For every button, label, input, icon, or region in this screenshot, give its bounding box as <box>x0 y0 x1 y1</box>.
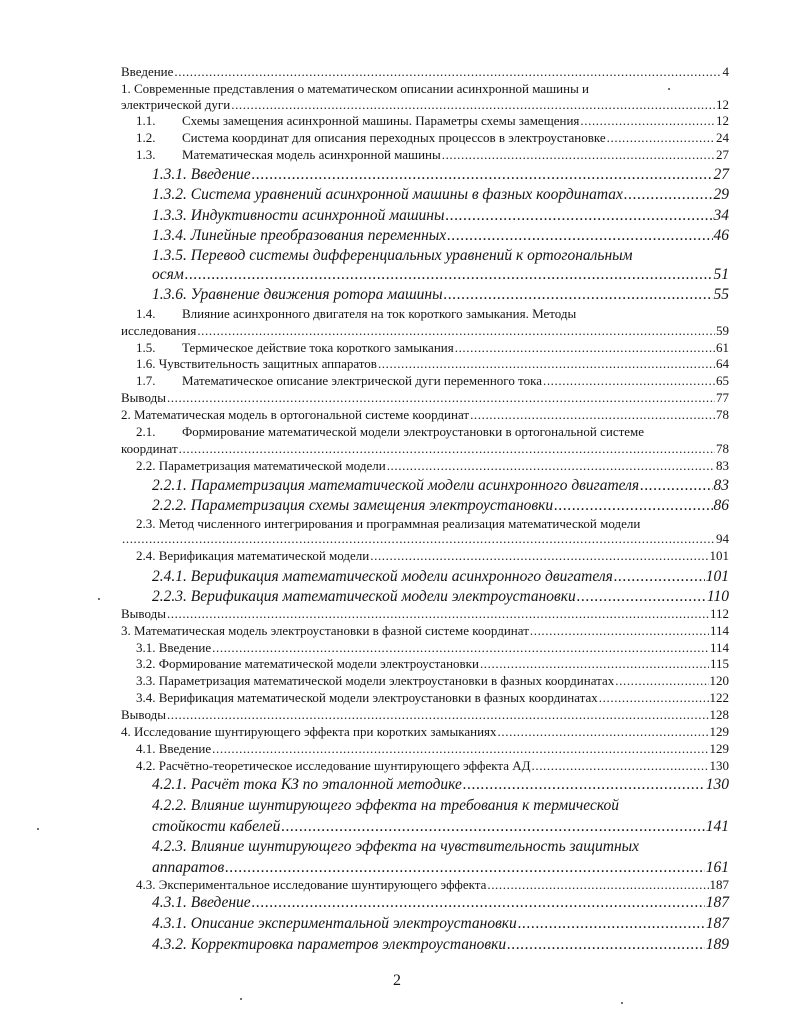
toc-entry-page: 114 <box>709 640 729 655</box>
toc-entry-title: 2.3. Метод численного интегрирования и программная реализация математической модели <box>136 516 641 531</box>
toc-entry-page: 61 <box>716 340 729 355</box>
dot-leader <box>455 340 715 356</box>
dot-leader <box>498 724 709 740</box>
toc-entry-title-line2: осям <box>152 266 184 283</box>
toc-entry <box>136 673 729 689</box>
toc-entry <box>152 286 729 305</box>
toc-entry-title: 4.1. Введение <box>136 741 212 756</box>
toc-entry <box>152 894 729 913</box>
toc-entry-title-line2: стойкости кабелей <box>152 818 281 835</box>
toc-entry-title: 1.3.6. Уравнение движения ротора машины <box>152 286 443 303</box>
toc-entry-continuation <box>121 97 729 113</box>
toc-entry-continuation <box>152 859 729 878</box>
dot-leader <box>624 186 713 205</box>
toc-entry-title: 4.3.1. Введение <box>152 894 251 911</box>
toc-entry-number: 1.4. <box>136 306 156 321</box>
toc-entry-continuation <box>121 531 729 547</box>
toc-entry-page: 55 <box>713 286 729 303</box>
toc-entry-title: 1.3.3. Индуктивности асинхронной машины <box>152 207 445 224</box>
toc-entry <box>136 340 729 356</box>
toc-entry <box>136 458 729 474</box>
dot-leader <box>640 477 712 496</box>
toc-entry-title: 2.4. Верификация математической модели <box>136 548 370 563</box>
toc-entry-page: 27 <box>716 147 729 162</box>
toc-entry <box>121 81 729 97</box>
toc-entry-continuation <box>152 266 729 285</box>
dot-leader <box>281 818 704 837</box>
toc-entry-title-line2: аппаратов <box>152 859 225 876</box>
toc-entry-page: 101 <box>709 548 729 563</box>
toc-entry-number: 1.7. <box>136 373 156 388</box>
toc-entry <box>152 227 729 246</box>
dot-leader <box>554 497 712 516</box>
toc-entry-page: 12 <box>716 97 729 112</box>
toc-entry-page: 83 <box>713 477 729 494</box>
dot-leader <box>387 458 715 474</box>
toc-entry <box>152 568 729 587</box>
toc-entry <box>136 113 729 129</box>
toc-entry-title-line2: электрической дуги <box>121 97 231 112</box>
toc-entry <box>136 758 729 774</box>
toc-entry-page: 101 <box>705 568 729 585</box>
dot-leader <box>179 441 715 457</box>
toc-entry-page: 187 <box>705 894 729 911</box>
dot-leader <box>252 894 705 913</box>
toc-entry-title: Выводы <box>121 606 166 621</box>
dot-leader <box>470 407 715 423</box>
toc-entry-number: 1.1. <box>136 113 156 128</box>
toc-entry-title: 4.3. Экспериментальное исследование шунтирующего эффекта <box>136 877 487 892</box>
toc-entry <box>152 797 729 816</box>
toc-entry-page: 130 <box>709 758 729 773</box>
dot-leader <box>615 673 708 689</box>
scan-speck <box>668 88 670 90</box>
dot-leader <box>577 588 706 607</box>
dot-leader <box>530 623 709 639</box>
toc-entry-page: 86 <box>713 497 729 514</box>
dot-leader <box>167 707 709 723</box>
toc-entry <box>152 915 729 934</box>
toc-entry-number: 1.2. <box>136 130 156 145</box>
toc-entry <box>121 64 729 80</box>
toc-entry-title: 4.3.2. Корректировка параметров электроустановки <box>152 936 507 953</box>
toc-entry-title: 4.2.3. Влияние шунтирующего эффекта на чувствительность защитных <box>152 838 640 855</box>
toc-entry-title: 3.2. Формирование математической модели электроустановки <box>136 656 479 671</box>
dot-leader <box>212 741 708 757</box>
toc-entry-page: 12 <box>716 113 729 128</box>
toc-entry-title: 1. Современные представления о математическом описании асинхронной машины и <box>121 81 590 96</box>
dot-leader <box>607 130 715 146</box>
toc-entry-title: 1.3.1. Введение <box>152 166 251 183</box>
dot-leader <box>480 656 709 672</box>
toc-entry-page: 24 <box>716 130 729 145</box>
dot-leader <box>231 97 715 113</box>
toc-entry-page: 4 <box>722 64 729 79</box>
toc-entry-page: 187 <box>709 877 729 892</box>
toc-entry <box>152 838 729 857</box>
toc-entry-title: Выводы <box>121 390 166 405</box>
toc-entry-page: 34 <box>713 207 729 224</box>
toc-entry <box>121 407 729 423</box>
dot-leader <box>174 64 721 80</box>
toc-entry <box>136 690 729 706</box>
toc-entry <box>136 306 729 322</box>
toc-entry-title-line2: координат <box>121 441 178 456</box>
toc-entry <box>136 656 729 672</box>
toc-entry <box>136 424 729 440</box>
dot-leader <box>225 859 705 878</box>
toc-entry-page: 120 <box>709 673 729 688</box>
dot-leader <box>543 373 715 389</box>
dot-leader <box>580 113 715 129</box>
dot-leader <box>444 286 713 305</box>
toc-entry-title: 2.2.3. Верификация математической модели электроустановки <box>152 588 576 605</box>
dot-leader <box>487 877 708 893</box>
toc-entry-title: 2. Математическая модель в ортогональной системе координат <box>121 407 470 422</box>
toc-entry <box>121 724 729 740</box>
dot-leader <box>378 356 715 372</box>
dot-leader <box>507 936 705 955</box>
toc-entry-page: 29 <box>713 186 729 203</box>
scan-speck <box>240 998 242 1000</box>
toc-entry-title: 1.3.2. Система уравнений асинхронной машины в фазных координатах <box>152 186 623 203</box>
toc-entry-page: 115 <box>709 656 729 671</box>
toc-entry-title: 2.2.1. Параметризация математической модели асинхронного двигателя <box>152 477 640 494</box>
dot-leader <box>532 758 709 774</box>
toc-entry-title: Схемы замещения асинхронной машины. Параметры схемы замещения <box>182 113 580 128</box>
scan-speck <box>98 598 100 600</box>
toc-entry <box>136 147 729 163</box>
toc-entry-title: 2.4.1. Верификация математической модели асинхронного двигателя <box>152 568 613 585</box>
toc-entry-continuation <box>152 818 729 837</box>
toc-entry <box>152 936 729 955</box>
toc-entry <box>121 390 729 406</box>
toc-entry <box>136 130 729 146</box>
toc-entry-page: 189 <box>705 936 729 953</box>
toc-entry-page: 78 <box>716 441 729 456</box>
toc-entry <box>152 477 729 496</box>
toc-entry-page: 94 <box>716 531 729 546</box>
toc-entry-page: 59 <box>716 323 729 338</box>
toc-entry-number: 2.1. <box>136 424 156 439</box>
toc-entry-page: 122 <box>709 690 729 705</box>
toc-entry <box>152 207 729 226</box>
toc-entry-title: Влияние асинхронного двигателя на ток короткого замыкания. Методы <box>182 306 577 321</box>
toc-entry-page: 64 <box>716 356 729 371</box>
toc-entry-title: Математическая модель асинхронной машины <box>182 147 441 162</box>
dot-leader <box>167 390 715 406</box>
toc-entry-page: 77 <box>716 390 729 405</box>
toc-entry-page: 141 <box>705 818 729 835</box>
toc-entry-continuation <box>121 323 729 339</box>
toc-entry <box>152 166 729 185</box>
toc-entry <box>136 356 729 372</box>
toc-entry-title: Система координат для описания переходных процессов в электроустановке <box>182 130 606 145</box>
toc-entry-title: 3. Математическая модель электроустановки в фазной системе координат <box>121 623 529 638</box>
toc-entry-continuation <box>121 441 729 457</box>
toc-entry-page: 110 <box>706 588 729 605</box>
dot-leader <box>518 915 705 934</box>
toc-entry-title: Термическое действие тока короткого замыкания <box>182 340 454 355</box>
toc-entry-page: 128 <box>709 707 729 722</box>
toc-entry <box>121 707 729 723</box>
toc-entry-title: 1.3.5. Перевод системы дифференциальных уравнений к ортогональным <box>152 247 633 264</box>
toc-entry-page: 161 <box>705 859 729 876</box>
toc-entry-title: 4.2. Расчётно-теоретическое исследование шунтирующего эффекта АД <box>136 758 531 773</box>
toc-entry-page: 46 <box>713 227 729 244</box>
toc-entry <box>121 623 729 639</box>
toc-entry-title: 3.4. Верификация математической модели электроустановки в фазных координатах <box>136 690 598 705</box>
dot-leader <box>122 531 715 547</box>
dot-leader <box>212 640 709 656</box>
toc-entry-title: 4.2.2. Влияние шунтирующего эффекта на требования к термической <box>152 797 619 814</box>
toc-entry-page: 83 <box>716 458 729 473</box>
toc-entry <box>136 548 729 564</box>
dot-leader <box>185 266 713 285</box>
toc-entry-page: 27 <box>713 166 729 183</box>
toc-entry-title-line2: исследования <box>121 323 197 338</box>
toc-entry-page: 129 <box>709 724 729 739</box>
toc-entry <box>136 741 729 757</box>
toc-entry-page: 51 <box>713 266 729 283</box>
toc-entry <box>152 186 729 205</box>
dot-leader <box>446 207 713 226</box>
dot-leader <box>442 147 715 163</box>
toc-entry-title: Выводы <box>121 707 166 722</box>
dot-leader <box>252 166 713 185</box>
toc-entry-page: 130 <box>705 776 729 793</box>
toc-entry <box>121 606 729 622</box>
toc-entry-page: 78 <box>716 407 729 422</box>
page-number: 2 <box>393 972 401 989</box>
toc-entry-title: 3.1. Введение <box>136 640 212 655</box>
toc-entry-title: Формирование математической модели электроустановки в ортогональной системе <box>182 424 645 439</box>
toc-entry-title: 1.3.4. Линейные преобразования переменных <box>152 227 447 244</box>
scan-speck <box>37 828 39 830</box>
toc-entry-page: 112 <box>709 606 729 621</box>
toc-entry <box>136 640 729 656</box>
dot-leader <box>167 606 709 622</box>
toc-entry-page: 114 <box>709 623 729 638</box>
toc-entry <box>152 588 729 607</box>
toc-entry-title: 4.2.1. Расчёт тока КЗ по эталонной методике <box>152 776 462 793</box>
toc-entry <box>136 877 729 893</box>
toc-entry-number: 1.3. <box>136 147 156 162</box>
dot-leader <box>463 776 705 795</box>
scan-speck <box>621 1002 623 1004</box>
toc-entry-page: 187 <box>705 915 729 932</box>
toc-entry-page: 129 <box>709 741 729 756</box>
toc-entry-title: Введение <box>121 64 174 79</box>
dot-leader <box>614 568 705 587</box>
toc-entry <box>152 497 729 516</box>
toc-entry-title: 4.3.1. Описание экспериментальной электроустановки <box>152 915 517 932</box>
toc-entry <box>152 247 729 266</box>
dot-leader <box>197 323 715 339</box>
toc-entry-title: 2.2.2. Параметризация схемы замещения электроустановки <box>152 497 554 514</box>
dot-leader <box>447 227 712 246</box>
toc-entry-title: 4. Исследование шунтирующего эффекта при коротких замыканиях <box>121 724 497 739</box>
toc-entry-title: 3.3. Параметризация математической модели электроустановки в фазных координатах <box>136 673 615 688</box>
toc-entry-number: 1.5. <box>136 340 156 355</box>
toc-entry-title: Математическое описание электрической дуги переменного тока <box>182 373 542 388</box>
toc-entry <box>136 516 729 532</box>
toc-entry-page: 65 <box>716 373 729 388</box>
toc-entry <box>136 373 729 389</box>
toc-entry <box>152 776 729 795</box>
toc-entry-title: 2.2. Параметризация математической модели <box>136 458 386 473</box>
dot-leader <box>370 548 708 564</box>
toc-entry-title: 1.6. Чувствительность защитных аппаратов <box>136 356 377 371</box>
dot-leader <box>599 690 709 706</box>
